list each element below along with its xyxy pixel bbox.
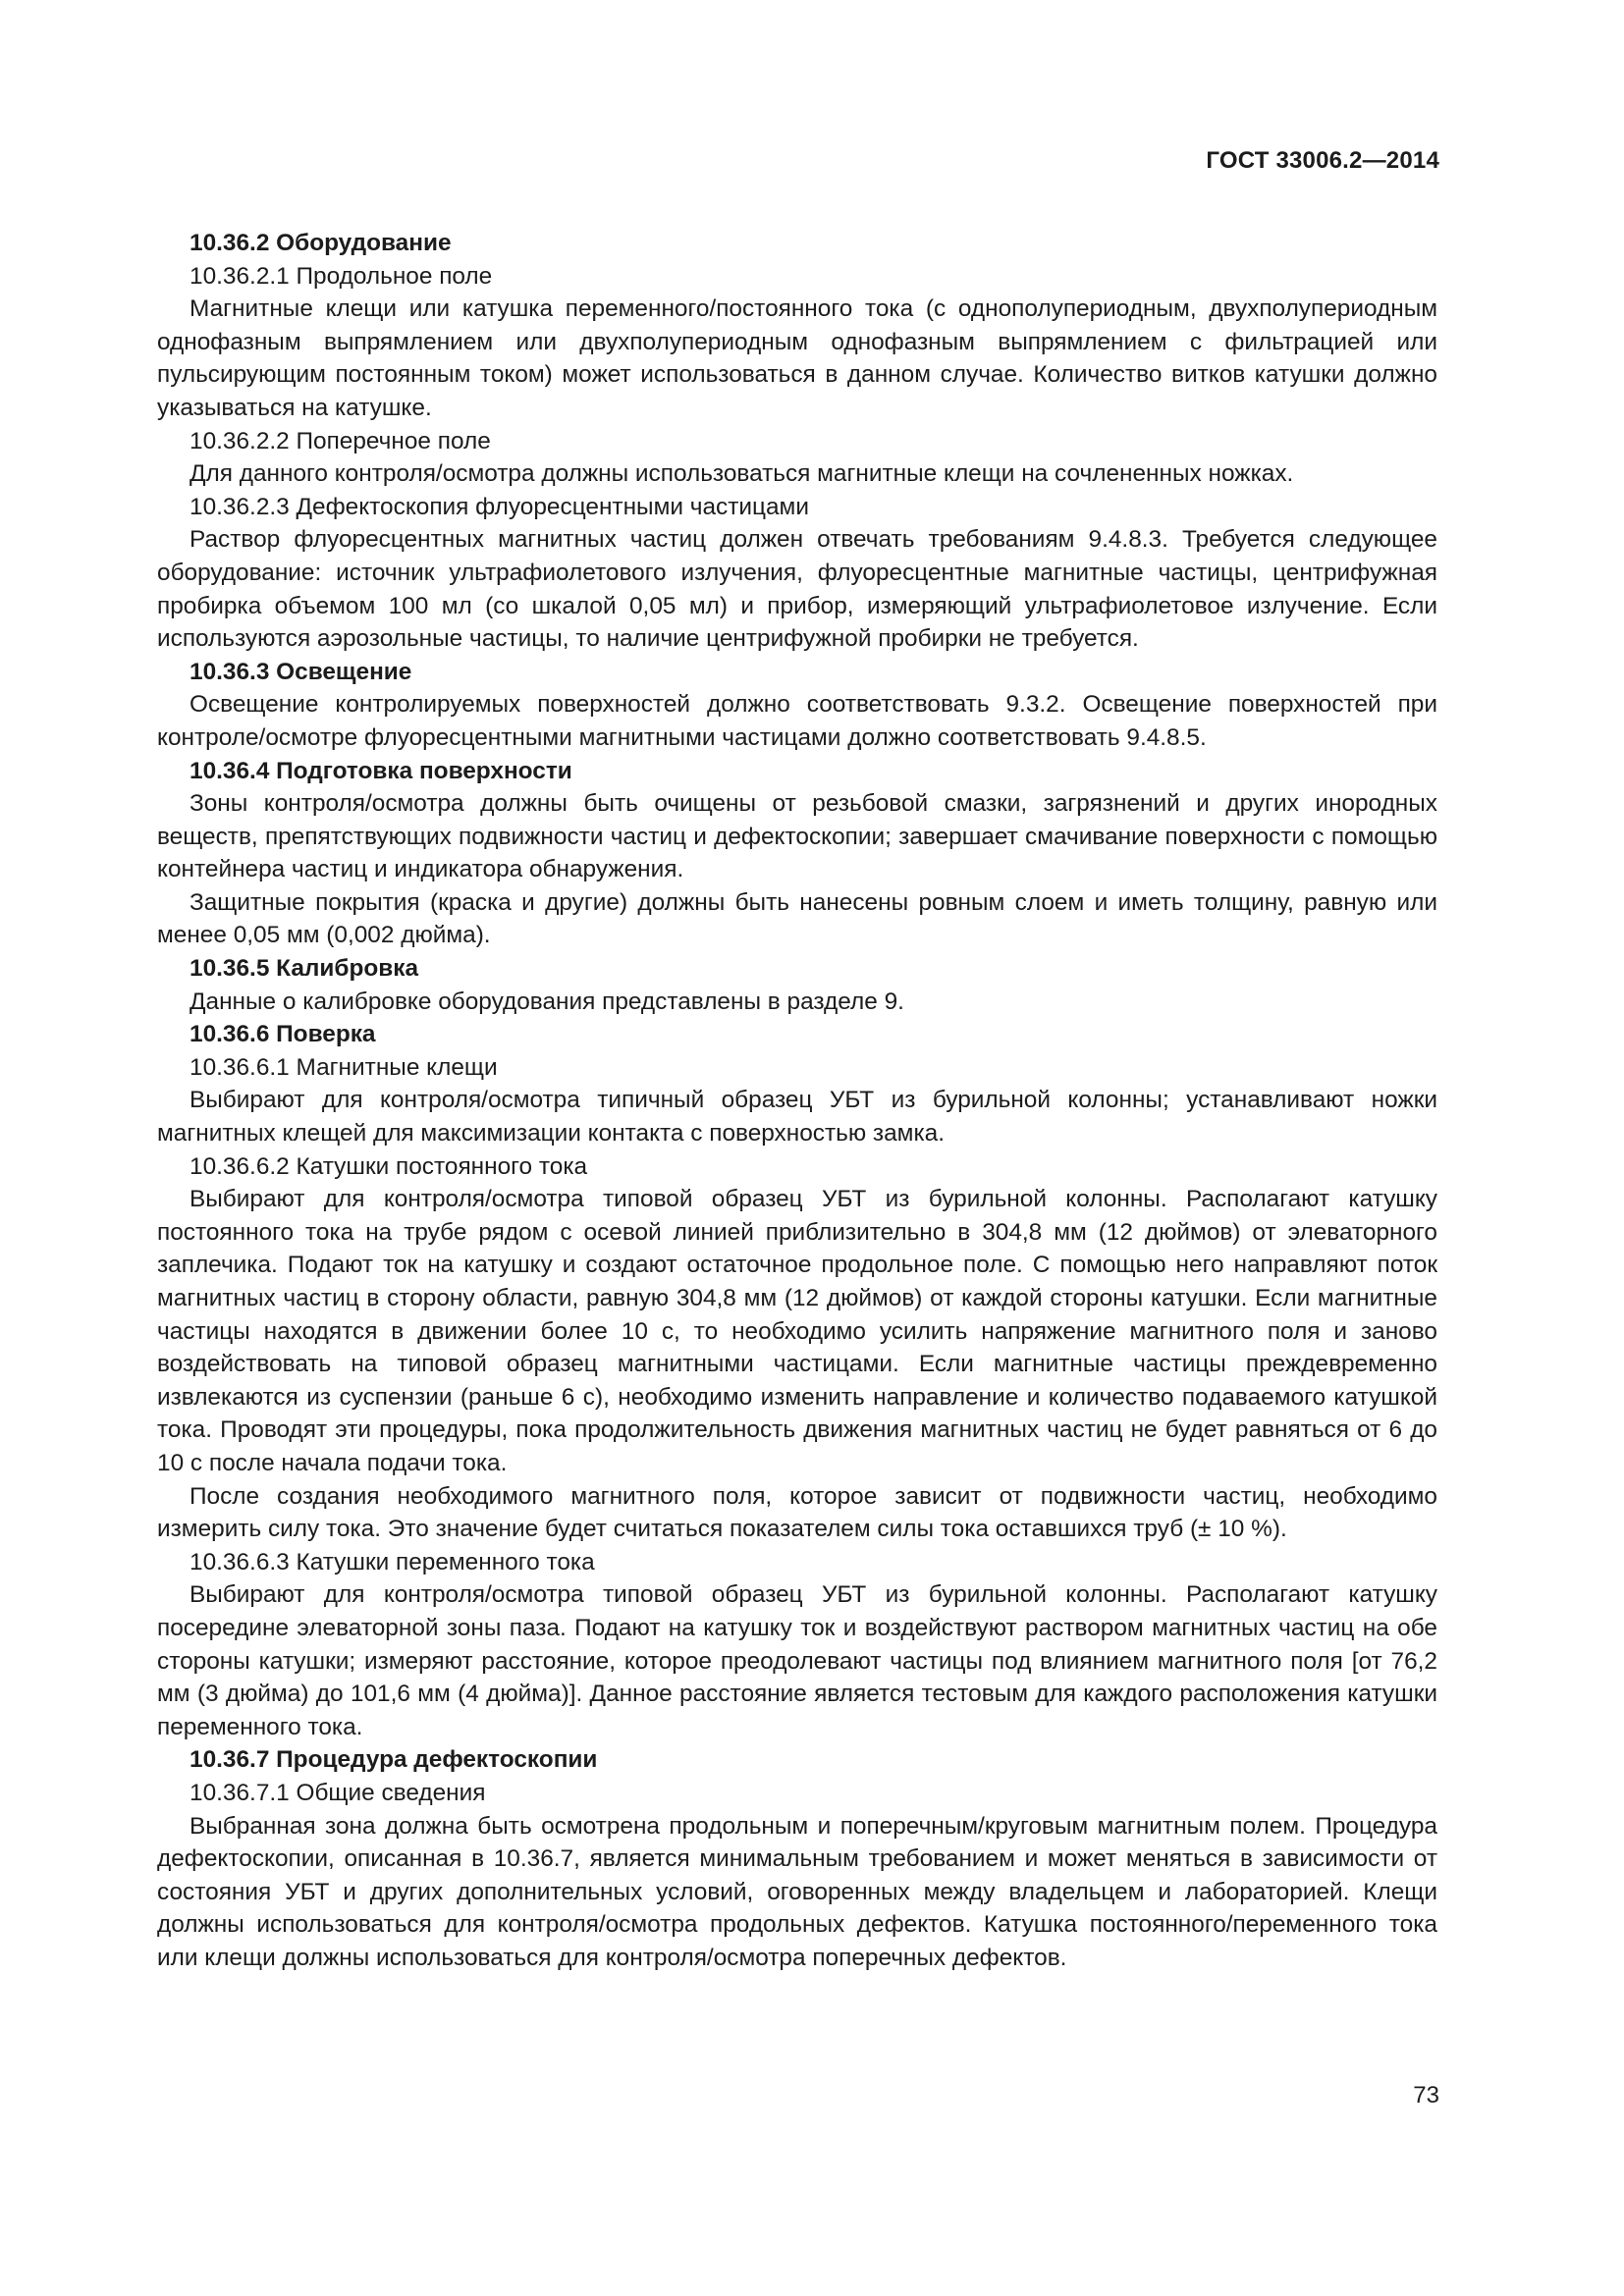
page-number: 73 bbox=[1413, 2082, 1439, 2109]
section-heading: 10.36.4 Подготовка поверхности bbox=[189, 757, 572, 784]
section-heading: 10.36.5 Калибровка bbox=[189, 955, 419, 983]
paragraph: Выбирают для контроля/осмотра типичный образец УБТ из бурильной колонны; устанавливают ножки магнитных клещей для максимизации контакта с поверхностью замка. bbox=[157, 1087, 1437, 1148]
paragraph: Выбирают для контроля/осмотра типовой образец УБТ из бурильной колонны. Располагают катушку посередине элеваторной зоны паза. Подают на катушку ток и воздействуют раствором магнитных частиц на обе стороны катушки; измеряют расстояние, которое преодолевают частицы под влиянием магнитного поля [от 76,2 мм (3 дюйма) до 101,6 мм (4 дюйма)]. Данное расстояние является тестовым для каждого расположения катушки переменного тока. bbox=[157, 1581, 1437, 1740]
standard-header: ГОСТ 33006.2—2014 bbox=[1206, 147, 1439, 174]
paragraph: После создания необходимого магнитного поля, которое зависит от подвижности частиц, необходимо измерить силу тока. Это значение будет считаться показателем силы тока оставшихся труб (± 10 %). bbox=[157, 1482, 1437, 1543]
paragraph: Зоны контроля/осмотра должны быть очищены от резьбовой смазки, загрязнений и других инородных веществ, препятствующих подвижности частиц и дефектоскопии; завершает смачивание поверхности с помощью контейнера частиц и индикатора обнаружения. bbox=[157, 790, 1437, 883]
subsection-heading: 10.36.6.3 Катушки переменного тока bbox=[189, 1548, 595, 1575]
subsection-heading: 10.36.6.2 Катушки постоянного тока bbox=[189, 1152, 588, 1180]
paragraph: Выбирают для контроля/осмотра типовой образец УБТ из бурильной колонны. Располагают катушку постоянного тока на трубе рядом с осевой линией приблизительно в 304,8 мм (12 дюймов) от элеваторного заплечика. Подают ток на катушку и создают остаточное продольное поле. С помощью него направляют поток магнитных частиц в сторону области, равную 304,8 мм (12 дюймов) от каждой стороны катушки. Если магнитные частицы находятся в движении более 10 с, то необходимо усилить напряжение магнитного поля и заново воздействовать на типовой образец магнитными частицами. Если магнитные частицы преждевременно извлекаются из суспензии (раньше 6 с), необходимо изменить направление и количество подаваемого катушкой тока. Проводят эти процедуры, пока продолжительность движения магнитных частиц не будет равняться от 6 до 10 с после начала подачи тока. bbox=[157, 1186, 1437, 1476]
paragraph: Защитные покрытия (краска и другие) должны быть нанесены ровным слоем и иметь толщину, равную или менее 0,05 мм (0,002 дюйма). bbox=[157, 888, 1437, 949]
paragraph: Для данного контроля/осмотра должны использоваться магнитные клещи на сочлененных ножках. bbox=[189, 460, 1294, 488]
paragraph: Данные о калибровке оборудования представлены в разделе 9. bbox=[189, 988, 904, 1015]
subsection-heading: 10.36.2.2 Поперечное поле bbox=[189, 427, 491, 454]
subsection-heading: 10.36.2.1 Продольное поле bbox=[189, 262, 493, 290]
paragraph: Магнитные клещи или катушка переменного/постоянного тока (с однополупериодным, двухполупериодным однофазным выпрямлением или двухполупериодным однофазным выпрямлением с фильтрацией или пульсирующим постоянным током) может использоваться в данном случае. Количество витков катушки должно указываться на катушке. bbox=[157, 295, 1437, 421]
section-heading: 10.36.3 Освещение bbox=[189, 658, 412, 685]
subsection-heading: 10.36.2.3 Дефектоскопия флуоресцентными частицами bbox=[189, 493, 809, 520]
document-body bbox=[157, 227, 1437, 1974]
paragraph: Раствор флуоресцентных магнитных частиц должен отвечать требованиям 9.4.8.3. Требуется следующее оборудование: источник ультрафиолетового излучения, флуоресцентные магнитные частицы, центрифужная пробирка объемом 100 мл (со шкалой 0,05 мл) и прибор, измеряющий ультрафиолетовое излучение. Если используются аэрозольные частицы, то наличие центрифужной пробирки не требуется. bbox=[157, 526, 1437, 653]
subsection-heading: 10.36.7.1 Общие сведения bbox=[189, 1779, 486, 1806]
section-heading: 10.36.6 Поверка bbox=[189, 1021, 376, 1048]
paragraph: Освещение контролируемых поверхностей должно соответствовать 9.3.2. Освещение поверхностей при контроле/осмотре флуоресцентными магнитными частицами должно соответствовать 9.4.8.5. bbox=[157, 691, 1437, 751]
subsection-heading: 10.36.6.1 Магнитные клещи bbox=[189, 1053, 498, 1081]
section-heading: 10.36.2 Оборудование bbox=[189, 230, 452, 256]
paragraph: Выбранная зона должна быть осмотрена продольным и поперечным/круговым магнитным полем. Процедура дефектоскопии, описанная в 10.36.7, является минимальным требованием и может меняться в зависимости от состояния УБТ и других дополнительных условий, оговоренных между владельцем и лабораторией. Клещи должны использоваться для контроля/осмотра продольных дефектов. Катушка постоянного/переменного тока или клещи должны использоваться для контроля/осмотра поперечных дефектов. bbox=[157, 1812, 1437, 1971]
section-heading: 10.36.7 Процедура дефектоскопии bbox=[189, 1746, 598, 1774]
